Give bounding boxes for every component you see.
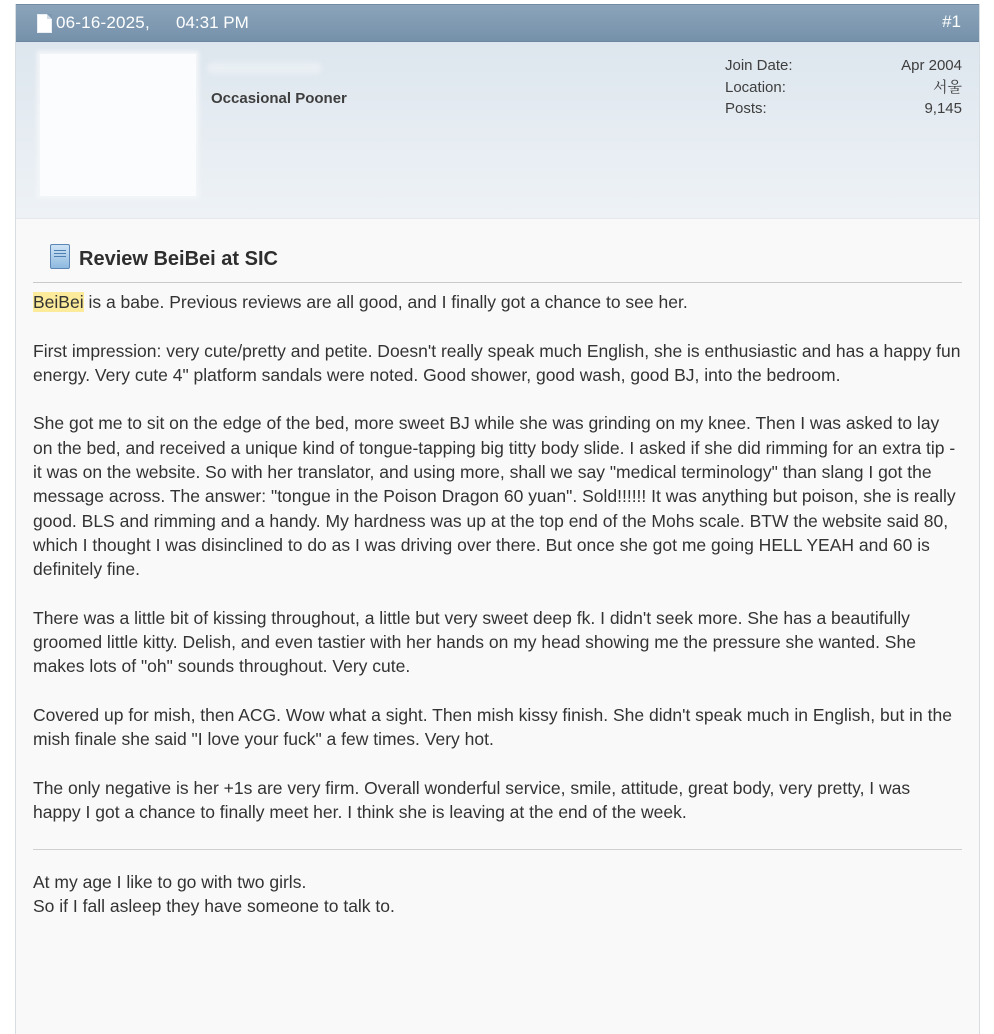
location-row: [725, 77, 962, 99]
post-date: 06-16-2025,: [56, 13, 150, 32]
user-info: [16, 42, 979, 219]
document-icon: [37, 14, 52, 33]
post-content: [16, 219, 979, 918]
user-stats: [725, 55, 962, 120]
join-date-value: Apr 2004: [901, 57, 962, 74]
message-paragraph: Covered up for mish, then ACG. Wow what a sight. Then mish kissy finish. She didn't speak much in English, but in the mish finale she said "I love your fuck" a few times. Very hot.: [33, 705, 952, 750]
forum-post: [15, 4, 980, 1034]
join-date-label: Join Date:: [725, 57, 793, 74]
signature: [33, 870, 962, 919]
avatar[interactable]: [40, 54, 196, 196]
posts-row: [725, 98, 962, 120]
message-text: is a babe. Previous reviews are all good, and I finally got a chance to see her.: [83, 292, 688, 312]
signature-line: So if I fall asleep they have someone to talk to.: [33, 896, 395, 917]
signature-line: At my age I like to go with two girls.: [33, 871, 307, 892]
post-number-link[interactable]: #1: [942, 12, 961, 31]
username-redacted[interactable]: [207, 62, 322, 74]
post-title-row: [33, 219, 962, 283]
posts-label: Posts:: [725, 100, 767, 117]
location-value: 서울: [933, 78, 962, 96]
location-label: Location:: [725, 78, 786, 96]
message-paragraph: First impression: very cute/pretty and petite. Doesn't really speak much English, she is enthusiastic and has a happy fun energy. Very cute 4" platform sandals were noted. Good shower, good wash, good BJ, into the bedroom.: [33, 340, 961, 385]
user-title: Occasional Pooner: [211, 90, 347, 107]
message-paragraph: There was a little bit of kissing throughout, a little but very sweet deep fk. I didn't seek more. She has a beautifully groomed little kitty. Delish, and even tastier with her hands on my head showing me the pressure she wanted. She makes lots of "oh" sounds throughout. Very cute.: [33, 607, 916, 677]
join-date-row: [725, 55, 962, 77]
post-time: 04:31 PM: [176, 13, 249, 32]
highlighted-term: BeiBei: [33, 292, 84, 312]
post-message: [33, 283, 962, 825]
message-paragraph: She got me to sit on the edge of the bed, more sweet BJ while she was grinding on my knee. Then I was asked to lay on the bed, and received a unique kind of tongue-tapping big titty body slide. I asked if she did rimming for an extra tip - it was on the website. So with her translator, and using more, shall we say "medical terminology" than slang I got the message across. The answer: "tongue in the Poison Dragon 60 yuan". Sold!!!!!! It was anything but poison, she is really good. BLS and rimming and a handy. My hardness was up at the top end of the Mohs scale. BTW the website said 80, which I thought I was disinclined to do as I was driving over there. But once she got me going HELL YEAH and 60 is definitely fine.: [33, 413, 956, 580]
post-icon: [50, 244, 70, 269]
message-paragraph: The only negative is her +1s are very firm. Overall wonderful service, smile, attitude, great body, very pretty, I was happy I got a chance to finally meet her. I think she is leaving at the end of the week.: [33, 777, 911, 823]
posts-value: 9,145: [924, 100, 962, 117]
post-header: [16, 4, 979, 42]
message-paragraph: [33, 290, 962, 314]
post-title: Review BeiBei at SIC: [79, 248, 278, 270]
signature-divider: [33, 849, 962, 850]
